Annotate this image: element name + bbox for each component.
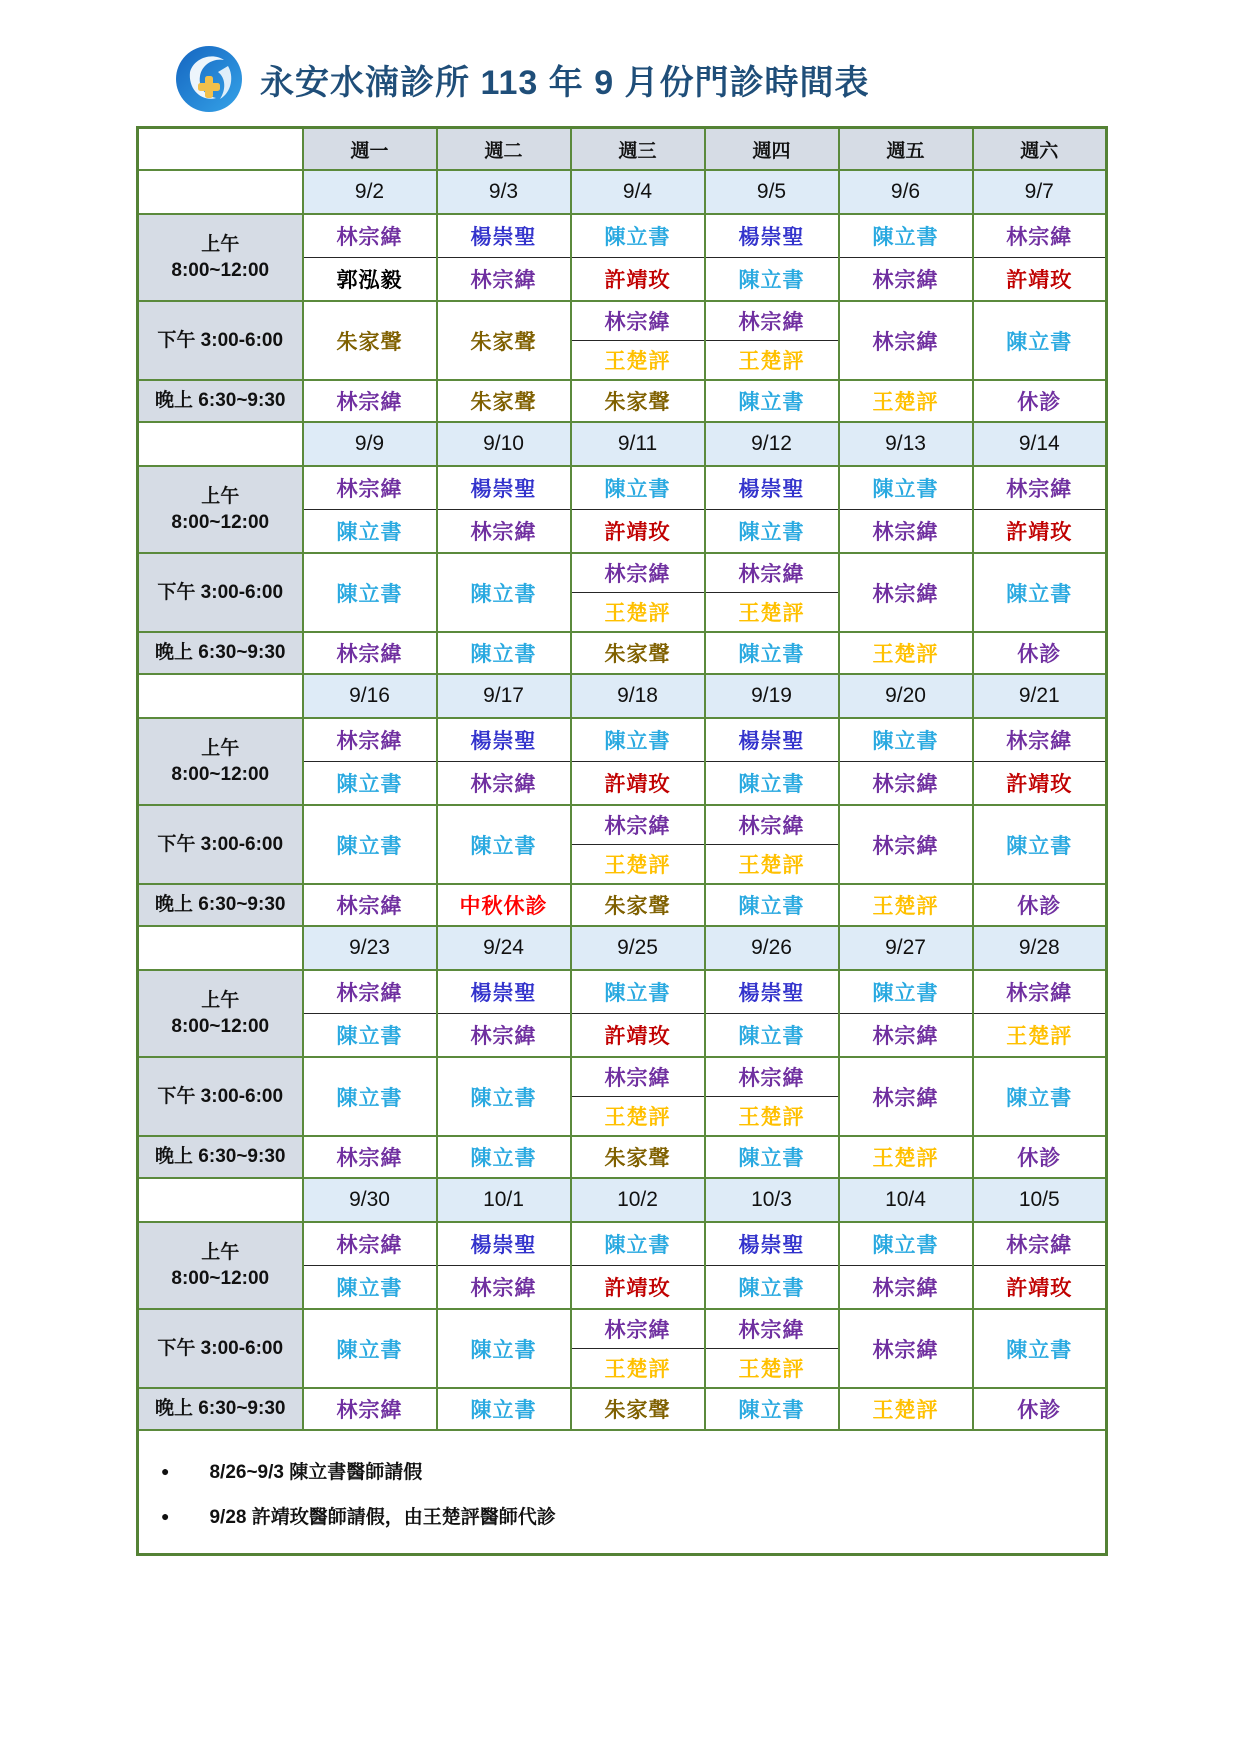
week2-eve-doctor-3: 朱家聲 bbox=[571, 632, 705, 674]
week5-eve-doctor-4: 陳立書 bbox=[705, 1388, 839, 1430]
week1-pm-bottom-doctor-3: 王楚評 bbox=[571, 341, 705, 381]
week3-evening-label: 晚上 6:30~9:30 bbox=[138, 884, 303, 926]
week4-date-blank bbox=[138, 926, 303, 970]
week2-date-4: 9/12 bbox=[705, 422, 839, 466]
page-title: 永安水湳診所 113 年 9 月份門診時間表 bbox=[260, 63, 870, 102]
week3-date-1: 9/16 bbox=[303, 674, 437, 718]
week4-pm-top-doctor-3: 林宗緯 bbox=[571, 1057, 705, 1097]
week2-am1-doctor-1: 林宗緯 bbox=[303, 466, 437, 510]
week1-am2-doctor-6: 許靖玫 bbox=[973, 258, 1107, 302]
week4-date-6: 9/28 bbox=[973, 926, 1107, 970]
week5-morning-label: 上午 8:00~12:00 bbox=[138, 1222, 303, 1309]
week4-pm-bottom-doctor-4: 王楚評 bbox=[705, 1097, 839, 1137]
week4-eve-doctor-6: 休診 bbox=[973, 1136, 1107, 1178]
week1-evening-label: 晚上 6:30~9:30 bbox=[138, 380, 303, 422]
week5-eve-doctor-3: 朱家聲 bbox=[571, 1388, 705, 1430]
week5-pm-bottom-doctor-3: 王楚評 bbox=[571, 1349, 705, 1389]
week5-pm-doctor-1: 陳立書 bbox=[303, 1309, 437, 1388]
week1-am2-doctor-3: 許靖玫 bbox=[571, 258, 705, 302]
week4-pm-top-doctor-4: 林宗緯 bbox=[705, 1057, 839, 1097]
week2-afternoon-label: 下午 3:00-6:00 bbox=[138, 553, 303, 632]
week3-am2-doctor-6: 許靖玫 bbox=[973, 762, 1107, 806]
week1-date-3: 9/4 bbox=[571, 170, 705, 214]
week5-am1-doctor-6: 林宗緯 bbox=[973, 1222, 1107, 1266]
week1-am2-doctor-1: 郭泓毅 bbox=[303, 258, 437, 302]
week4-pm-doctor-1: 陳立書 bbox=[303, 1057, 437, 1136]
week2-pm-doctor-5: 林宗緯 bbox=[839, 553, 973, 632]
week3-am1-doctor-4: 楊崇聖 bbox=[705, 718, 839, 762]
week5-eve-doctor-1: 林宗緯 bbox=[303, 1388, 437, 1430]
week3-pm-top-doctor-3: 林宗緯 bbox=[571, 805, 705, 845]
week3-date-5: 9/20 bbox=[839, 674, 973, 718]
week3-am1-doctor-2: 楊崇聖 bbox=[437, 718, 571, 762]
week2-eve-doctor-2: 陳立書 bbox=[437, 632, 571, 674]
week5-am2-doctor-1: 陳立書 bbox=[303, 1266, 437, 1310]
week2-date-6: 9/14 bbox=[973, 422, 1107, 466]
week3-pm-doctor-5: 林宗緯 bbox=[839, 805, 973, 884]
notes-cell bbox=[138, 1430, 1107, 1555]
week2-eve-doctor-6: 休診 bbox=[973, 632, 1107, 674]
week5-date-6: 10/5 bbox=[973, 1178, 1107, 1222]
week3-eve-doctor-4: 陳立書 bbox=[705, 884, 839, 926]
week3-am1-doctor-3: 陳立書 bbox=[571, 718, 705, 762]
week5-am2-doctor-2: 林宗緯 bbox=[437, 1266, 571, 1310]
page-header bbox=[0, 0, 1241, 126]
week5-pm-bottom-doctor-4: 王楚評 bbox=[705, 1349, 839, 1389]
week1-pm-top-doctor-4: 林宗緯 bbox=[705, 301, 839, 341]
weekday-header-1: 週一 bbox=[303, 128, 437, 171]
week5-am2-doctor-3: 許靖玫 bbox=[571, 1266, 705, 1310]
week4-am1-doctor-5: 陳立書 bbox=[839, 970, 973, 1014]
week2-date-1: 9/9 bbox=[303, 422, 437, 466]
week1-eve-doctor-2: 朱家聲 bbox=[437, 380, 571, 422]
week1-pm-top-doctor-3: 林宗緯 bbox=[571, 301, 705, 341]
week4-am2-doctor-1: 陳立書 bbox=[303, 1014, 437, 1058]
week2-am2-doctor-2: 林宗緯 bbox=[437, 510, 571, 554]
week1-eve-doctor-6: 休診 bbox=[973, 380, 1107, 422]
week4-evening-label: 晚上 6:30~9:30 bbox=[138, 1136, 303, 1178]
week5-date-blank bbox=[138, 1178, 303, 1222]
week5-eve-doctor-5: 王楚評 bbox=[839, 1388, 973, 1430]
week3-pm-doctor-1: 陳立書 bbox=[303, 805, 437, 884]
week3-afternoon-label: 下午 3:00-6:00 bbox=[138, 805, 303, 884]
week1-am2-doctor-2: 林宗緯 bbox=[437, 258, 571, 302]
week5-am2-doctor-4: 陳立書 bbox=[705, 1266, 839, 1310]
week2-eve-doctor-5: 王楚評 bbox=[839, 632, 973, 674]
note-line-2 bbox=[161, 1502, 1095, 1529]
week1-eve-doctor-3: 朱家聲 bbox=[571, 380, 705, 422]
week5-am2-doctor-6: 許靖玫 bbox=[973, 1266, 1107, 1310]
week5-date-4: 10/3 bbox=[705, 1178, 839, 1222]
week4-date-1: 9/23 bbox=[303, 926, 437, 970]
week1-eve-doctor-1: 林宗緯 bbox=[303, 380, 437, 422]
week4-date-4: 9/26 bbox=[705, 926, 839, 970]
week5-am1-doctor-3: 陳立書 bbox=[571, 1222, 705, 1266]
week3-am1-doctor-6: 林宗緯 bbox=[973, 718, 1107, 762]
week4-date-2: 9/24 bbox=[437, 926, 571, 970]
week5-date-3: 10/2 bbox=[571, 1178, 705, 1222]
week2-eve-doctor-4: 陳立書 bbox=[705, 632, 839, 674]
week3-eve-doctor-1: 林宗緯 bbox=[303, 884, 437, 926]
week2-am1-doctor-6: 林宗緯 bbox=[973, 466, 1107, 510]
week1-am1-doctor-6: 林宗緯 bbox=[973, 214, 1107, 258]
week1-am2-doctor-4: 陳立書 bbox=[705, 258, 839, 302]
week2-am2-doctor-3: 許靖玫 bbox=[571, 510, 705, 554]
week5-eve-doctor-2: 陳立書 bbox=[437, 1388, 571, 1430]
week4-am2-doctor-2: 林宗緯 bbox=[437, 1014, 571, 1058]
week1-am1-doctor-2: 楊崇聖 bbox=[437, 214, 571, 258]
week2-pm-bottom-doctor-4: 王楚評 bbox=[705, 593, 839, 633]
weekday-header-4: 週四 bbox=[705, 128, 839, 171]
week4-eve-doctor-5: 王楚評 bbox=[839, 1136, 973, 1178]
week2-am2-doctor-5: 林宗緯 bbox=[839, 510, 973, 554]
week4-am2-doctor-3: 許靖玫 bbox=[571, 1014, 705, 1058]
week3-pm-doctor-2: 陳立書 bbox=[437, 805, 571, 884]
week5-evening-label: 晚上 6:30~9:30 bbox=[138, 1388, 303, 1430]
week5-pm-top-doctor-3: 林宗緯 bbox=[571, 1309, 705, 1349]
week4-eve-doctor-1: 林宗緯 bbox=[303, 1136, 437, 1178]
week5-am1-doctor-1: 林宗緯 bbox=[303, 1222, 437, 1266]
week1-am1-doctor-4: 楊崇聖 bbox=[705, 214, 839, 258]
week1-date-1: 9/2 bbox=[303, 170, 437, 214]
weekday-header-3: 週三 bbox=[571, 128, 705, 171]
note-bullet-icon: ● bbox=[161, 1507, 170, 1524]
week3-am2-doctor-5: 林宗緯 bbox=[839, 762, 973, 806]
week2-pm-top-doctor-4: 林宗緯 bbox=[705, 553, 839, 593]
week3-eve-doctor-5: 王楚評 bbox=[839, 884, 973, 926]
week2-am1-doctor-5: 陳立書 bbox=[839, 466, 973, 510]
week5-date-2: 10/1 bbox=[437, 1178, 571, 1222]
week3-date-3: 9/18 bbox=[571, 674, 705, 718]
week1-am1-doctor-5: 陳立書 bbox=[839, 214, 973, 258]
week3-morning-label: 上午 8:00~12:00 bbox=[138, 718, 303, 805]
weekday-header-5: 週五 bbox=[839, 128, 973, 171]
week2-am1-doctor-2: 楊崇聖 bbox=[437, 466, 571, 510]
week2-am2-doctor-6: 許靖玫 bbox=[973, 510, 1107, 554]
week3-am1-doctor-5: 陳立書 bbox=[839, 718, 973, 762]
week3-date-2: 9/17 bbox=[437, 674, 571, 718]
week3-am2-doctor-1: 陳立書 bbox=[303, 762, 437, 806]
week3-eve-doctor-2: 中秋休診 bbox=[437, 884, 571, 926]
week3-pm-bottom-doctor-4: 王楚評 bbox=[705, 845, 839, 885]
week2-am1-doctor-4: 楊崇聖 bbox=[705, 466, 839, 510]
week4-pm-doctor-5: 林宗緯 bbox=[839, 1057, 973, 1136]
week2-pm-doctor-6: 陳立書 bbox=[973, 553, 1107, 632]
week4-am1-doctor-3: 陳立書 bbox=[571, 970, 705, 1014]
week4-pm-doctor-2: 陳立書 bbox=[437, 1057, 571, 1136]
week2-date-3: 9/11 bbox=[571, 422, 705, 466]
schedule-table-body bbox=[138, 128, 1107, 1555]
week2-morning-label: 上午 8:00~12:00 bbox=[138, 466, 303, 553]
week4-pm-doctor-6: 陳立書 bbox=[973, 1057, 1107, 1136]
week1-pm-doctor-2: 朱家聲 bbox=[437, 301, 571, 380]
week1-date-4: 9/5 bbox=[705, 170, 839, 214]
week4-eve-doctor-4: 陳立書 bbox=[705, 1136, 839, 1178]
week1-pm-doctor-1: 朱家聲 bbox=[303, 301, 437, 380]
week2-am2-doctor-1: 陳立書 bbox=[303, 510, 437, 554]
week4-am1-doctor-2: 楊崇聖 bbox=[437, 970, 571, 1014]
week1-pm-bottom-doctor-4: 王楚評 bbox=[705, 341, 839, 381]
week3-date-blank bbox=[138, 674, 303, 718]
week3-date-6: 9/21 bbox=[973, 674, 1107, 718]
week5-afternoon-label: 下午 3:00-6:00 bbox=[138, 1309, 303, 1388]
week4-eve-doctor-2: 陳立書 bbox=[437, 1136, 571, 1178]
week2-am2-doctor-4: 陳立書 bbox=[705, 510, 839, 554]
week2-date-blank bbox=[138, 422, 303, 466]
week3-pm-top-doctor-4: 林宗緯 bbox=[705, 805, 839, 845]
week5-pm-doctor-2: 陳立書 bbox=[437, 1309, 571, 1388]
week1-date-2: 9/3 bbox=[437, 170, 571, 214]
week1-pm-doctor-6: 陳立書 bbox=[973, 301, 1107, 380]
weekday-header-2: 週二 bbox=[437, 128, 571, 171]
schedule-table bbox=[136, 126, 1108, 1556]
note-text: 9/28 許靖玫醫師請假，由王楚評醫師代診 bbox=[209, 1507, 556, 1528]
week1-date-5: 9/6 bbox=[839, 170, 973, 214]
week2-pm-top-doctor-3: 林宗緯 bbox=[571, 553, 705, 593]
clinic-logo-icon bbox=[172, 42, 246, 116]
week4-morning-label: 上午 8:00~12:00 bbox=[138, 970, 303, 1057]
week1-afternoon-label: 下午 3:00-6:00 bbox=[138, 301, 303, 380]
week5-date-1: 9/30 bbox=[303, 1178, 437, 1222]
week3-date-4: 9/19 bbox=[705, 674, 839, 718]
week1-am1-doctor-1: 林宗緯 bbox=[303, 214, 437, 258]
week4-date-5: 9/27 bbox=[839, 926, 973, 970]
week2-am1-doctor-3: 陳立書 bbox=[571, 466, 705, 510]
week1-am1-doctor-3: 陳立書 bbox=[571, 214, 705, 258]
week1-date-blank bbox=[138, 170, 303, 214]
week4-am2-doctor-6: 王楚評 bbox=[973, 1014, 1107, 1058]
week5-am1-doctor-4: 楊崇聖 bbox=[705, 1222, 839, 1266]
week5-pm-doctor-6: 陳立書 bbox=[973, 1309, 1107, 1388]
week2-evening-label: 晚上 6:30~9:30 bbox=[138, 632, 303, 674]
week4-am2-doctor-5: 林宗緯 bbox=[839, 1014, 973, 1058]
week1-am2-doctor-5: 林宗緯 bbox=[839, 258, 973, 302]
week4-am1-doctor-6: 林宗緯 bbox=[973, 970, 1107, 1014]
week3-am2-doctor-4: 陳立書 bbox=[705, 762, 839, 806]
note-line-1 bbox=[161, 1457, 1095, 1484]
week5-pm-top-doctor-4: 林宗緯 bbox=[705, 1309, 839, 1349]
note-text: 8/26~9/3 陳立書醫師請假 bbox=[209, 1462, 423, 1483]
week5-eve-doctor-6: 休診 bbox=[973, 1388, 1107, 1430]
week2-date-2: 9/10 bbox=[437, 422, 571, 466]
week4-am1-doctor-4: 楊崇聖 bbox=[705, 970, 839, 1014]
schedule-container bbox=[136, 126, 1105, 1556]
week2-pm-doctor-2: 陳立書 bbox=[437, 553, 571, 632]
week3-am1-doctor-1: 林宗緯 bbox=[303, 718, 437, 762]
week2-date-5: 9/13 bbox=[839, 422, 973, 466]
note-bullet-icon: ● bbox=[161, 1462, 170, 1479]
week5-pm-doctor-5: 林宗緯 bbox=[839, 1309, 973, 1388]
week3-pm-bottom-doctor-3: 王楚評 bbox=[571, 845, 705, 885]
week1-date-6: 9/7 bbox=[973, 170, 1107, 214]
week5-date-5: 10/4 bbox=[839, 1178, 973, 1222]
week2-pm-doctor-1: 陳立書 bbox=[303, 553, 437, 632]
week4-am1-doctor-1: 林宗緯 bbox=[303, 970, 437, 1014]
week3-eve-doctor-3: 朱家聲 bbox=[571, 884, 705, 926]
week1-eve-doctor-4: 陳立書 bbox=[705, 380, 839, 422]
corner-cell bbox=[138, 128, 303, 171]
week4-eve-doctor-3: 朱家聲 bbox=[571, 1136, 705, 1178]
week5-am1-doctor-2: 楊崇聖 bbox=[437, 1222, 571, 1266]
week1-pm-doctor-5: 林宗緯 bbox=[839, 301, 973, 380]
week5-am2-doctor-5: 林宗緯 bbox=[839, 1266, 973, 1310]
weekday-header-6: 週六 bbox=[973, 128, 1107, 171]
week2-eve-doctor-1: 林宗緯 bbox=[303, 632, 437, 674]
week3-pm-doctor-6: 陳立書 bbox=[973, 805, 1107, 884]
week4-pm-bottom-doctor-3: 王楚評 bbox=[571, 1097, 705, 1137]
week3-eve-doctor-6: 休診 bbox=[973, 884, 1107, 926]
week4-afternoon-label: 下午 3:00-6:00 bbox=[138, 1057, 303, 1136]
week3-am2-doctor-3: 許靖玫 bbox=[571, 762, 705, 806]
week1-morning-label: 上午 8:00~12:00 bbox=[138, 214, 303, 301]
week4-date-3: 9/25 bbox=[571, 926, 705, 970]
week4-am2-doctor-4: 陳立書 bbox=[705, 1014, 839, 1058]
week3-am2-doctor-2: 林宗緯 bbox=[437, 762, 571, 806]
week1-eve-doctor-5: 王楚評 bbox=[839, 380, 973, 422]
week2-pm-bottom-doctor-3: 王楚評 bbox=[571, 593, 705, 633]
week5-am1-doctor-5: 陳立書 bbox=[839, 1222, 973, 1266]
